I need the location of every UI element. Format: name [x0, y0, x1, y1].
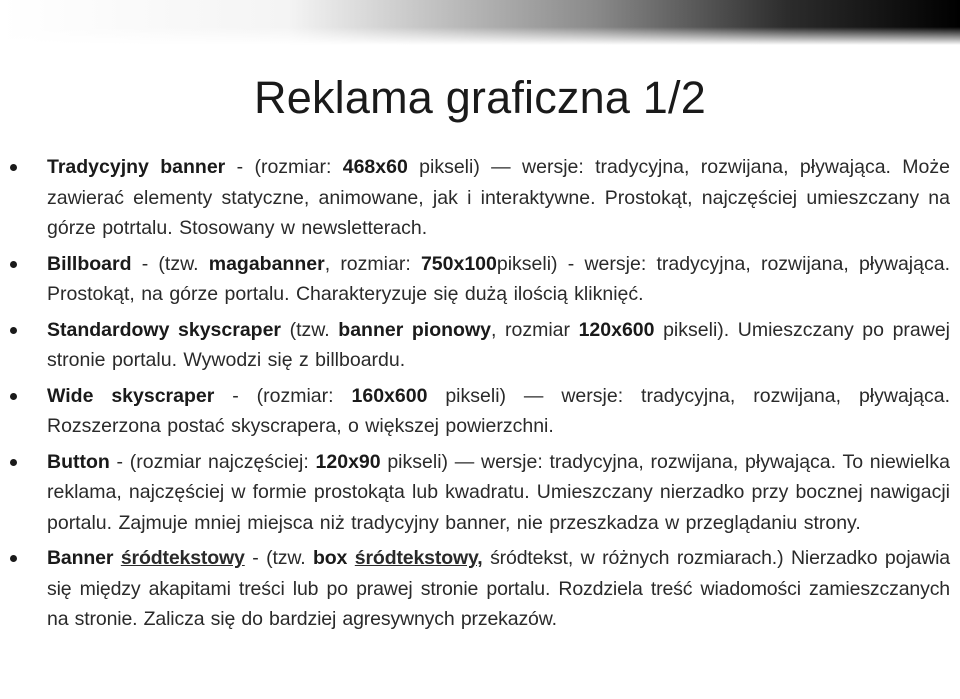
size-value: 120x90 [315, 450, 381, 473]
bullet-dot-icon [10, 393, 17, 400]
text: pikseli) — wersje: tradycyjna, rozwijana, pływająca. Może zawierać elementy statyczne, animowane, jak i interaktywne. Prostokąt, najczęściej umieszczany na górze potrtalu. Stosowany w newsletterach. [47, 156, 950, 239]
bullet-tradycyjny-banner [0, 152, 960, 244]
bullet-button [0, 447, 960, 539]
size-value: 120x600 [578, 318, 655, 341]
term: Billboard [47, 252, 132, 275]
term-underlined: śródtekstowy [120, 547, 245, 569]
bullet-dot-icon [10, 555, 17, 562]
term: Banner [47, 547, 121, 569]
text: - (tzw. [131, 252, 209, 275]
term-alias: magabanner [208, 252, 325, 275]
text: , rozmiar [490, 318, 579, 341]
text: pikseli) - wersje: tradycyjna, rozwijana, pływająca. Prostokąt, na górze portalu. Charakteryzuje się dużą ilością kliknięć. [47, 252, 950, 305]
term-alias: box [313, 547, 355, 569]
term-alias: banner pionowy [338, 318, 491, 341]
slide-title: Reklama graficzna 1/2 [254, 72, 706, 123]
size-value: 468x60 [342, 156, 408, 178]
bullet-dot-icon [10, 459, 17, 466]
term: Tradycyjny banner [47, 156, 226, 178]
text: - (tzw. [244, 547, 314, 569]
term: Button [47, 450, 110, 473]
term-underlined: śródtekstowy, [354, 547, 483, 569]
text: śródtekst, w różnych rozmiarach.) Nierzadko pojawia się między akapitami treści lub po prawej stronie portalu. Rozdziela treść wiadomości zamieszczanych na stronie. Zalicza się do bardziej agresywnych przekazów. [47, 547, 951, 630]
bullet-dot-icon [10, 261, 17, 268]
text: (tzw. [281, 318, 339, 341]
text: - (rozmiar: [225, 156, 343, 178]
bullet-list [0, 152, 960, 640]
term: Wide skyscraper [47, 384, 215, 407]
term: Standardowy skyscraper [47, 318, 282, 341]
slide-header-band [0, 0, 960, 45]
bullet-dot-icon [10, 164, 17, 171]
bullet-standardowy-skyscraper [0, 315, 960, 376]
bullet-billboard [0, 249, 960, 310]
text: pikseli). Umieszczany po prawej stronie portalu. Wywodzi się z billboardu. [47, 318, 951, 371]
bullet-banner-srodtekstowy [0, 543, 960, 635]
size-value: 750x100 [420, 252, 497, 275]
bullet-dot-icon [10, 327, 17, 334]
text: pikseli) — wersje: tradycyjna, rozwijana, pływająca. Rozszerzona postać skyscrapera, o większej powierzchni. [47, 384, 950, 437]
text: pikseli) — wersje: tradycyjna, rozwijana, pływająca. To niewielka reklama, najczęściej w formie prostokąta lub kwadratu. Umieszczany nierzadko przy bocznej nawigacji portalu. Zajmuje mniej miejsca niż tradycyjny banner, nie przeszkadza w przeglądaniu strony. [47, 450, 950, 534]
size-value: 160x600 [351, 384, 428, 407]
text: , rozmiar: [324, 252, 421, 275]
text: - (rozmiar najczęściej: [109, 450, 316, 473]
bullet-wide-skyscraper [0, 381, 960, 442]
text: - (rozmiar: [214, 384, 352, 407]
